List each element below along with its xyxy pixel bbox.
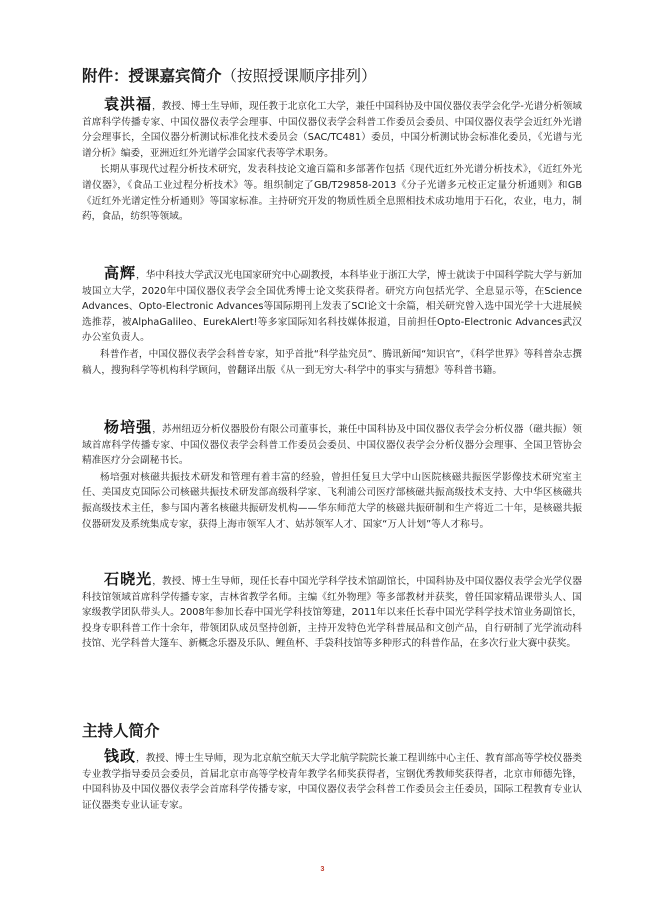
host-intro: ，教授、博士生导师，现为北京航空航天大学北航学院院长兼工程训练中心主任、教育部高等学校仪器类专业教学指导委员会委员，首届北京市高等学校青年教学名师奖获得者，宝钢优秀教师奖获得者，北京市师德先锋，中国科协及中国仪器仪表学会首席科学传播专家，中国仪器仪表学会科普工作委员会主任委员，国际工程教育专业认证仪器类专业认证专家。 (82, 753, 582, 811)
attachment-subtitle: （按照授课顺序排列） (221, 67, 377, 85)
attachment-title: 附件：授课嘉宾简介 (82, 67, 222, 85)
speaker-name: 袁洪福 (104, 95, 153, 113)
speaker-bio-1 (82, 97, 582, 225)
speaker-name: 石晓光 (104, 570, 153, 588)
speaker-bio-2 (82, 266, 582, 378)
host-section-title: 主持人简介 (82, 722, 160, 740)
speaker-name: 高辉 (104, 264, 137, 282)
speaker-name: 杨培强 (104, 418, 153, 436)
speaker-intro: ，苏州纽迈分析仪器股份有限公司董事长，兼任中国科协及中国仪器仪表学会分析仪器（磁共振）领域首席科学传播专家、中国仪器仪表学会科普工作委员会委员、中国仪器仪表学会分析仪器分会理事、全国卫管协会精准医疗分会副秘书长。 (82, 424, 582, 467)
speaker-intro: ，华中科技大学武汉光电国家研究中心副教授，本科毕业于浙江大学，博士就读于中国科学院大学与新加坡国立大学，2020年中国仪器仪表学会全国优秀博士论文奖获得者。研究方向包括光学、全息显示等，在Science Advances、Opto-Electronic Advances等国际期刊上发表了SCI论文十余篇，相关研究曾入选中国光学十大进展候选推荐，被AlphaGalileo、EurekAlert!等多家国际知名科技媒体报道，目前担任Opto-Electronic Advances武汉办公室负责人。 (82, 270, 582, 344)
speaker-intro: ，教授、博士生导师，现任教于北京化工大学，兼任中国科协及中国仪器仪表学会化学-光谱分析领域首席科学传播专家、中国仪器仪表学会理事、中国仪器仪表学会科普工作委员会委员、中国仪器仪表学会近红外光谱分会理事长，全国仪器分析测试标准化技术委员会（SAC/TC481）委员，中国分析测试协会标准化委员，《光谱与光谱分析》编委，亚洲近红外光谱学会国家代表等学术职务。 (82, 101, 582, 159)
host-name: 钱政 (104, 747, 137, 765)
speaker-intro: ，教授、博士生导师，现任长春中国光学科学技术馆副馆长，中国科协及中国仪器仪表学会光学仪器科技馆领域首席科学传播专家，吉林省教学名师。主编《红外物理》等多部教材并获奖，曾任国家精品课带头人、国家级教学团队带头人。2008年参加长春中国光学科技馆筹建，2011年以来任长春中国光学科学技术馆业务副馆长，投身专职科普工作十余年，带领团队成员坚持创新，主持开发特色光学科普展品和文创产品，自行研制了光学流动科技馆、光学科普大篷车、新概念乐器及乐队、鲤鱼杯、手袋科技馆等多种形式的科普作品，在多次行业大赛中获奖。 (82, 576, 582, 650)
page-number: 3 (320, 866, 325, 873)
speaker-detail: 长期从事现代过程分析技术研究，发表科技论文逾百篇和多部著作包括《现代近红外光谱分析技术》，《近红外光谱仪器》，《食品工业过程分析技术》等。组织制定了GB/T29858-2013《分子光谱多元校正定量分析通则》和GB《近红外光谱定性分析通则》等国家标准。主持研究开发的物质性质全息照相技术成功地用于石化，农业，电力，制药，食品，纺织等领域。 (82, 164, 582, 223)
speaker-detail: 杨培强对核磁共振技术研发和管理有着丰富的经验，曾担任复旦大学中山医院核磁共振医学影像技术研究室主任、美国皮克国际公司核磁共振技术研发部高级科学家、飞利浦公司医疗部核磁共振高级技术支持、大中华区核磁共振高级技术主任，参与国内著名核磁共振研发机构——华东师范大学的核磁共振研制和生产将近二十年，是核磁共振仪器研发及系统集成专家，获得上海市领军人才、姑苏领军人才、国家“万人计划”等人才称号。 (82, 471, 582, 530)
speaker-detail: 科普作者，中国仪器仪表学会科普专家，知乎首批“科学盐究员”、腾讯新闻“知识官”，《科学世界》等科普杂志撰稿人，搜狗科学等机构科学顾问，曾翻译出版《从一到无穷大-科学中的事实与猜想》等科普书籍。 (82, 348, 582, 376)
host-bio (82, 749, 582, 813)
speaker-bio-4 (82, 572, 582, 652)
speaker-bio-3 (82, 420, 582, 532)
attachment-heading (82, 66, 377, 86)
